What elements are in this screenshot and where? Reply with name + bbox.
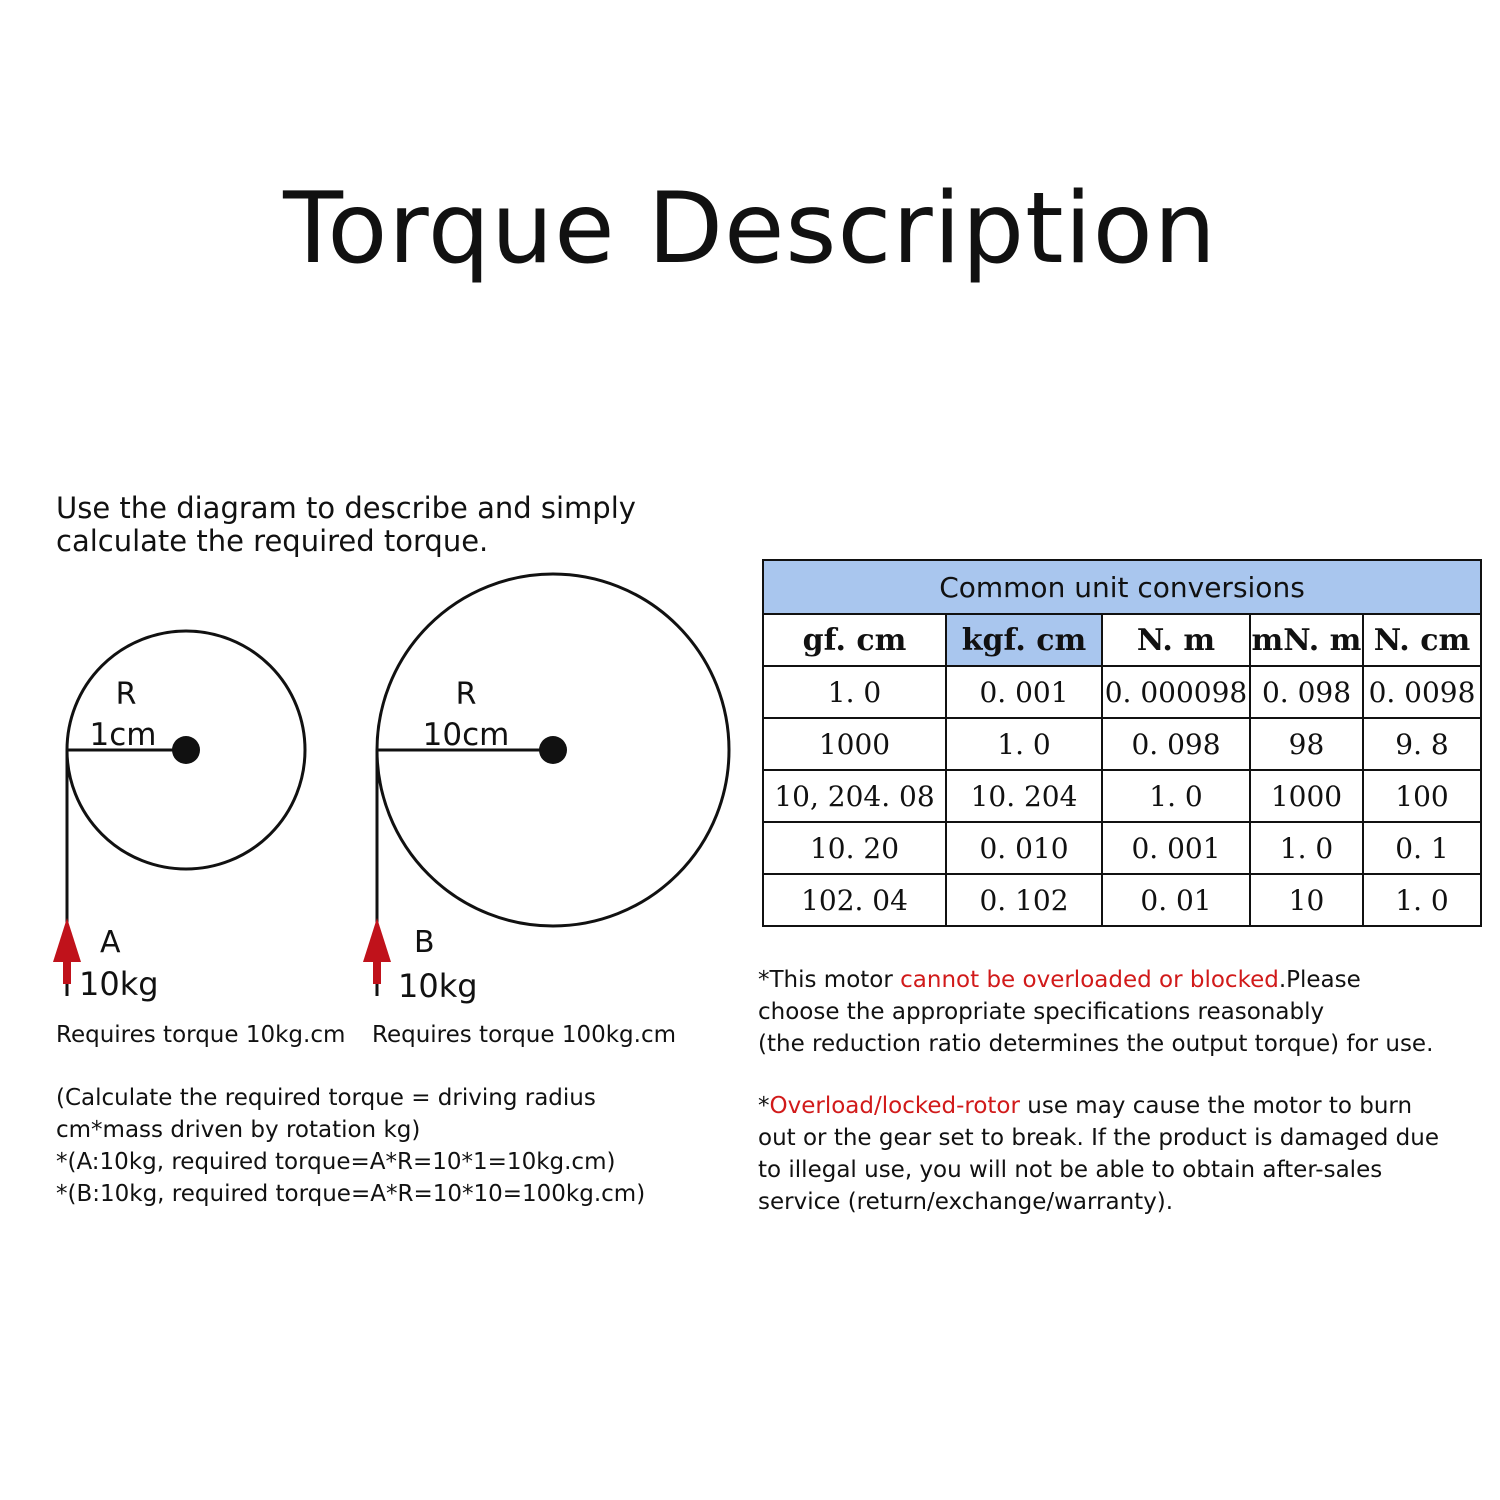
table-row [763,718,1481,770]
table-row [763,770,1481,822]
note-text: .Please [1278,967,1361,993]
table-cell: 98 [1250,718,1363,770]
overload-note-line-2: choose the appropriate specifications reasonably [758,999,1325,1025]
warning-highlight: Overload/locked-rotor [769,1093,1020,1119]
table-row [763,666,1481,718]
warranty-note-line-2: out or the gear set to break. If the product is damaged due [758,1125,1439,1151]
overload-note [758,964,1478,1060]
warranty-note-line-3: to illegal use, you will not be able to obtain after-sales [758,1157,1383,1183]
table-cell: 10. 20 [763,822,946,874]
table-cell: 0. 01 [1102,874,1250,926]
formula-line-4: *(B:10kg, required torque=A*R=10*10=100kg.cm) [56,1181,646,1207]
formula-line-1: (Calculate the required torque = driving radius [56,1085,596,1111]
table-cell: 100 [1363,770,1481,822]
table-cell: 10 [1250,874,1363,926]
formula-line-2: cm*mass driven by rotation kg) [56,1117,421,1143]
table-cell: 0. 001 [1102,822,1250,874]
table-cell: 0. 010 [946,822,1102,874]
intro-line-2: calculate the required torque. [56,524,489,558]
force-arrow-b [363,918,391,962]
note-text: use may cause the motor to burn [1019,1093,1413,1119]
table-cell: 0. 1 [1363,822,1481,874]
force-arrow-a [53,918,81,962]
column-header: kgf. cm [946,614,1102,666]
table-cell: 10, 204. 08 [763,770,946,822]
warranty-note-line-1 [758,1090,1478,1122]
column-header: N. m [1102,614,1250,666]
table-cell: 0. 000098 [1102,666,1250,718]
warranty-note [758,1090,1478,1218]
torque-diagram [0,560,750,1020]
table-cell: 1. 0 [946,718,1102,770]
column-header: gf. cm [763,614,946,666]
axle-a [172,736,200,764]
table-cell: 1. 0 [1363,874,1481,926]
warning-highlight: cannot be overloaded or blocked [900,967,1279,993]
table-cell: 9. 8 [1363,718,1481,770]
warranty-note-line-4: service (return/exchange/warranty). [758,1189,1174,1215]
table-cell: 1000 [763,718,946,770]
table-cell: 0. 001 [946,666,1102,718]
force-arrow-shaft-a [63,960,71,984]
table-cell: 102. 04 [763,874,946,926]
column-header: N. cm [1363,614,1481,666]
point-label-a: A [100,925,121,960]
table-cell: 1. 0 [763,666,946,718]
page-title: Torque Description [283,172,1217,286]
note-text: *This motor [758,967,901,993]
r-label-b: R [455,677,477,712]
formula-text [56,1082,736,1210]
table-header-row [763,614,1481,666]
table-title-row [763,560,1481,614]
table-cell: 0. 098 [1250,666,1363,718]
table-row [763,874,1481,926]
overload-note-line-1 [758,964,1478,996]
radius-label-b: 10cm [422,717,510,753]
overload-note-line-3: (the reduction ratio determines the output torque) for use. [758,1031,1434,1057]
intro-text [56,492,696,558]
force-arrow-shaft-b [373,960,381,984]
mass-label-b: 10kg [398,967,478,1005]
table-cell: 0. 0098 [1363,666,1481,718]
table-cell: 1. 0 [1102,770,1250,822]
table-cell: 1000 [1250,770,1363,822]
table-cell: 1. 0 [1250,822,1363,874]
table-cell: 0. 102 [946,874,1102,926]
formula-line-3: *(A:10kg, required torque=A*R=10*1=10kg.cm) [56,1149,616,1175]
mass-label-a: 10kg [79,965,159,1003]
table-cell: 10. 204 [946,770,1102,822]
caption-b: Requires torque 100kg.cm [372,1022,677,1048]
unit-conversion-table [762,559,1482,927]
caption-a: Requires torque 10kg.cm [56,1022,346,1048]
intro-line-1: Use the diagram to describe and simply [56,491,636,525]
axle-b [539,736,567,764]
table-title: Common unit conversions [763,560,1481,614]
table-cell: 0. 098 [1102,718,1250,770]
column-header: mN. m [1250,614,1363,666]
table-row [763,822,1481,874]
point-label-b: B [414,925,435,960]
note-text: * [758,1093,770,1119]
r-label-a: R [115,677,137,712]
radius-label-a: 1cm [89,717,157,753]
